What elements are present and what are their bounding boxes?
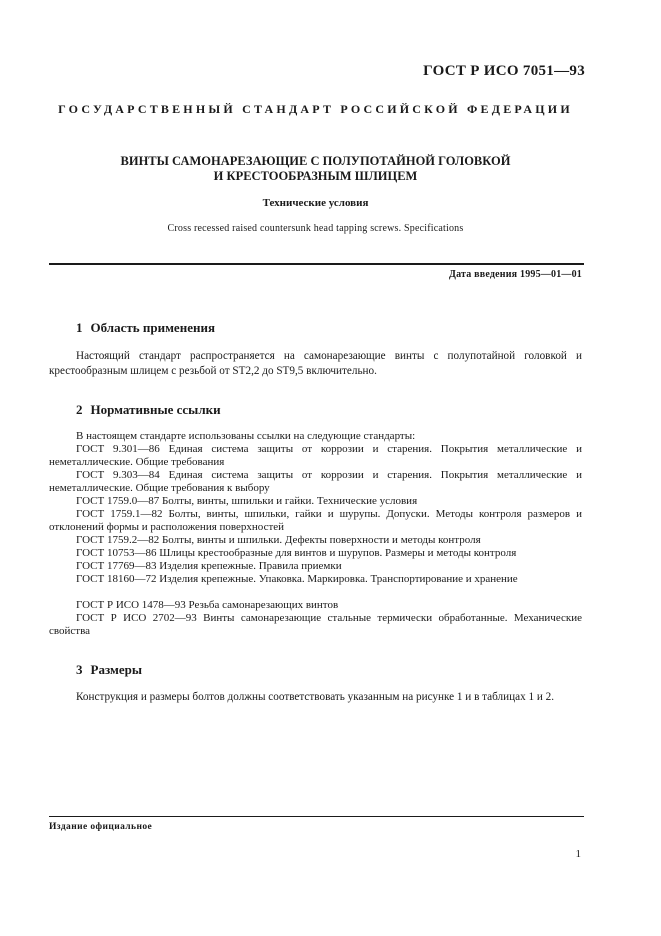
section-heading-dimensions [76,662,142,678]
document-subtitle: Технические условия [262,197,369,209]
section-title: Область применения [90,320,215,335]
reference-item: ГОСТ 10753—86 Шлицы крестообразные для винтов и шурупов. Размеры и методы контроля [76,547,517,559]
introduction-date: Дата введения 1995—01—01 [449,269,582,280]
references-intro: В настоящем стандарте использованы ссылки на следующие стандарты: [76,430,416,442]
reference-item: ГОСТ 1759.2—82 Болты, винты и шпильки. Дефекты поверхности и методы контроля [76,534,481,546]
reference-item: ГОСТ 9.301—86 Единая система защиты от коррозии и старения. Покрытия металлические и неметаллические. Общие требования [49,443,582,469]
footer-divider [49,816,584,817]
reference-item: ГОСТ 9.303—84 Единая система защиты от коррозии и старения. Покрытия металлические и неметаллические. Общие требования к выбору [49,469,582,495]
document-title [49,154,582,184]
document-title-line-1: ВИНТЫ САМОНАРЕЗАЮЩИЕ С ПОЛУПОТАЙНОЙ ГОЛОВКОЙ [120,154,511,168]
section-number: 2 [76,402,83,417]
header-divider [49,263,584,265]
edition-label: Издание официальное [49,822,153,832]
organization-title: ГОСУДАРСТВЕННЫЙ СТАНДАРТ РОССИЙСКОЙ ФЕДЕРАЦИИ [58,102,573,116]
section-scope-text: Настоящий стандарт распространяется на самонарезающие винты с полупотайной головкой и крестообразным шлицем с резьбой от ST2,2 до ST9,5 включительно. [49,350,582,377]
section-title: Нормативные ссылки [90,402,221,417]
reference-item: ГОСТ Р ИСО 2702—93 Винты самонарезающие стальные термически обработанные. Механические свойства [49,612,582,638]
section-dimensions-text: Конструкция и размеры болтов должны соответствовать указанным на рисунке 1 и в таблицах 1 и 2. [76,691,555,703]
reference-item: ГОСТ 1759.0—87 Болты, винты, шпильки и гайки. Технические условия [76,495,418,507]
reference-item: ГОСТ 18160—72 Изделия крепежные. Упаковка. Маркировка. Транспортирование и хранение [76,573,518,585]
section-heading-scope [76,320,215,336]
reference-item: ГОСТ Р ИСО 1478—93 Резьба самонарезающих винтов [76,599,339,611]
reference-item: ГОСТ 1759.1—82 Болты, винты, шпильки, гайки и шурупы. Допуски. Методы контроля размеров и отклонений формы и расположения поверхностей [49,508,582,534]
english-title: Cross recessed raised countersunk head tapping screws. Specifications [167,223,464,234]
section-number: 1 [76,320,83,335]
reference-item: ГОСТ 17769—83 Изделия крепежные. Правила приемки [76,560,342,572]
section-heading-references [76,402,221,418]
section-number: 3 [76,662,83,677]
page-number: 1 [575,848,581,860]
section-title: Размеры [90,662,142,677]
document-number: ГОСТ Р ИСО 7051—93 [423,63,585,79]
document-title-line-2: И КРЕСТООБРАЗНЫМ ШЛИЦЕМ [213,169,418,183]
